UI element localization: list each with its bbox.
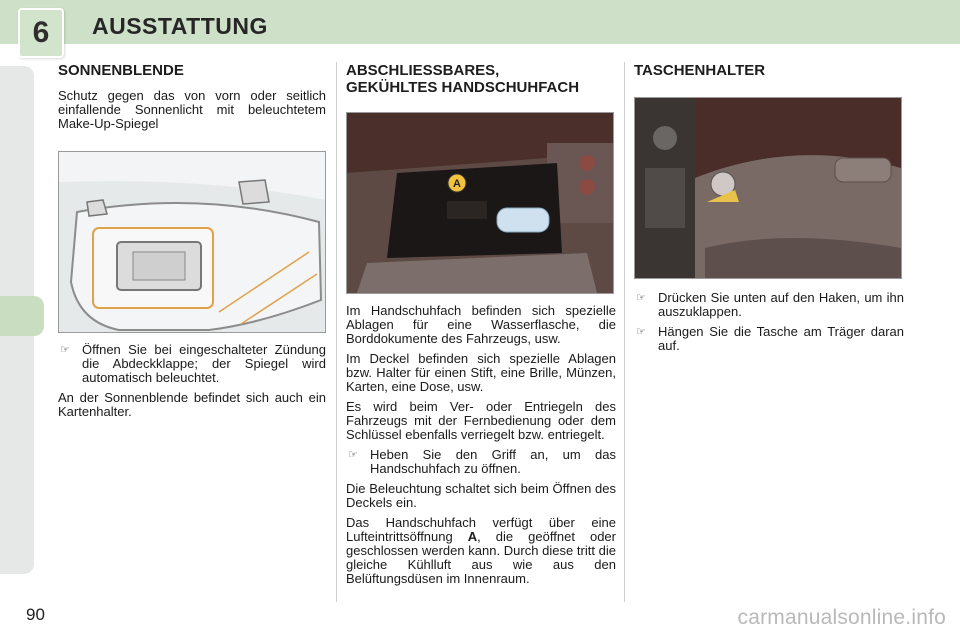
- hand-pointer-icon: ☞: [636, 292, 646, 304]
- page-number: 90: [26, 605, 45, 624]
- paragraph: Im Deckel befinden sich spezielle Ablagen bzw. Halter für einen Stift, eine Brille, Münzen, Karten, eine Dose, usw.: [346, 351, 616, 394]
- hand-pointer-icon: ☞: [636, 326, 646, 338]
- column-divider: [336, 62, 337, 602]
- paragraph-text: Das Handschuhfach verfügt über eine Lufteintrittsöffnung: [346, 515, 616, 544]
- instruction-text: Heben Sie den Griff an, um das Handschuhfach zu öffnen.: [370, 447, 616, 476]
- section-title: [346, 62, 616, 96]
- paragraph: Schutz gegen das von vorn oder seitlich einfallende Sonnenlicht mit beleuchtetem Make-Up-Spiegel: [58, 88, 326, 131]
- paragraph: Es wird beim Ver- oder Entriegeln des Fahrzeugs mit der Fernbedienung oder dem Schlüssel ebenfalls verriegelt bzw. entriegelt.: [346, 399, 616, 442]
- instruction-item: [634, 291, 904, 319]
- chapter-title: AUSSTATTUNG: [92, 13, 268, 39]
- bag-holder-section: [634, 62, 904, 359]
- glovebox-photo: [346, 112, 614, 294]
- instruction-text: Drücken Sie unten auf den Haken, um ihn auszuklappen.: [658, 290, 904, 319]
- chapter-number-tab: [18, 8, 64, 58]
- paragraph: An der Sonnenblende befindet sich auch ein Kartenhalter.: [58, 390, 326, 419]
- reference-label-a: A: [467, 529, 478, 544]
- paragraph-text: , die geöffnet oder geschlossen werden kann. Durch diese tritt die gleiche Kühlluft aus wie aus den Belüftungsdüsen im Innenraum.: [346, 529, 616, 586]
- glovebox-section: [346, 62, 616, 592]
- side-chapter-marker: [0, 296, 44, 336]
- paragraph: Im Handschuhfach befinden sich spezielle Ablagen für eine Wasserflasche, die Borddokumente des Fahrzeugs, usw.: [346, 303, 616, 346]
- section-title: TASCHENHALTER: [634, 62, 766, 79]
- paragraph: [346, 516, 616, 586]
- hand-pointer-icon: ☞: [60, 344, 70, 356]
- bag-holder-photo: [634, 97, 902, 279]
- sun-visor-illustration: [58, 151, 326, 333]
- paragraph: Die Beleuchtung schaltet sich beim Öffnen des Deckels ein.: [346, 481, 616, 510]
- instruction-text: Hängen Sie die Tasche am Träger daran auf.: [658, 324, 904, 353]
- instruction-text: Öffnen Sie bei eingeschalteter Zündung die Abdeckklappe; der Spiegel wird automatisch beleuchtet.: [82, 342, 326, 385]
- instruction-item: [346, 448, 616, 476]
- hand-pointer-icon: ☞: [348, 449, 358, 461]
- section-title: SONNENBLENDE: [58, 62, 184, 79]
- chapter-number: 6: [32, 16, 50, 49]
- sun-visor-section: [58, 62, 326, 425]
- callout-label-a: A: [453, 178, 461, 190]
- column-divider: [624, 62, 625, 602]
- section-title-line: ABSCHLIESSBARES,: [346, 62, 500, 79]
- section-title-line: GEKÜHLTES HANDSCHUHFACH: [346, 79, 580, 96]
- instruction-item: [58, 343, 326, 385]
- watermark: carmanualsonline.info: [737, 606, 946, 629]
- instruction-item: [634, 325, 904, 353]
